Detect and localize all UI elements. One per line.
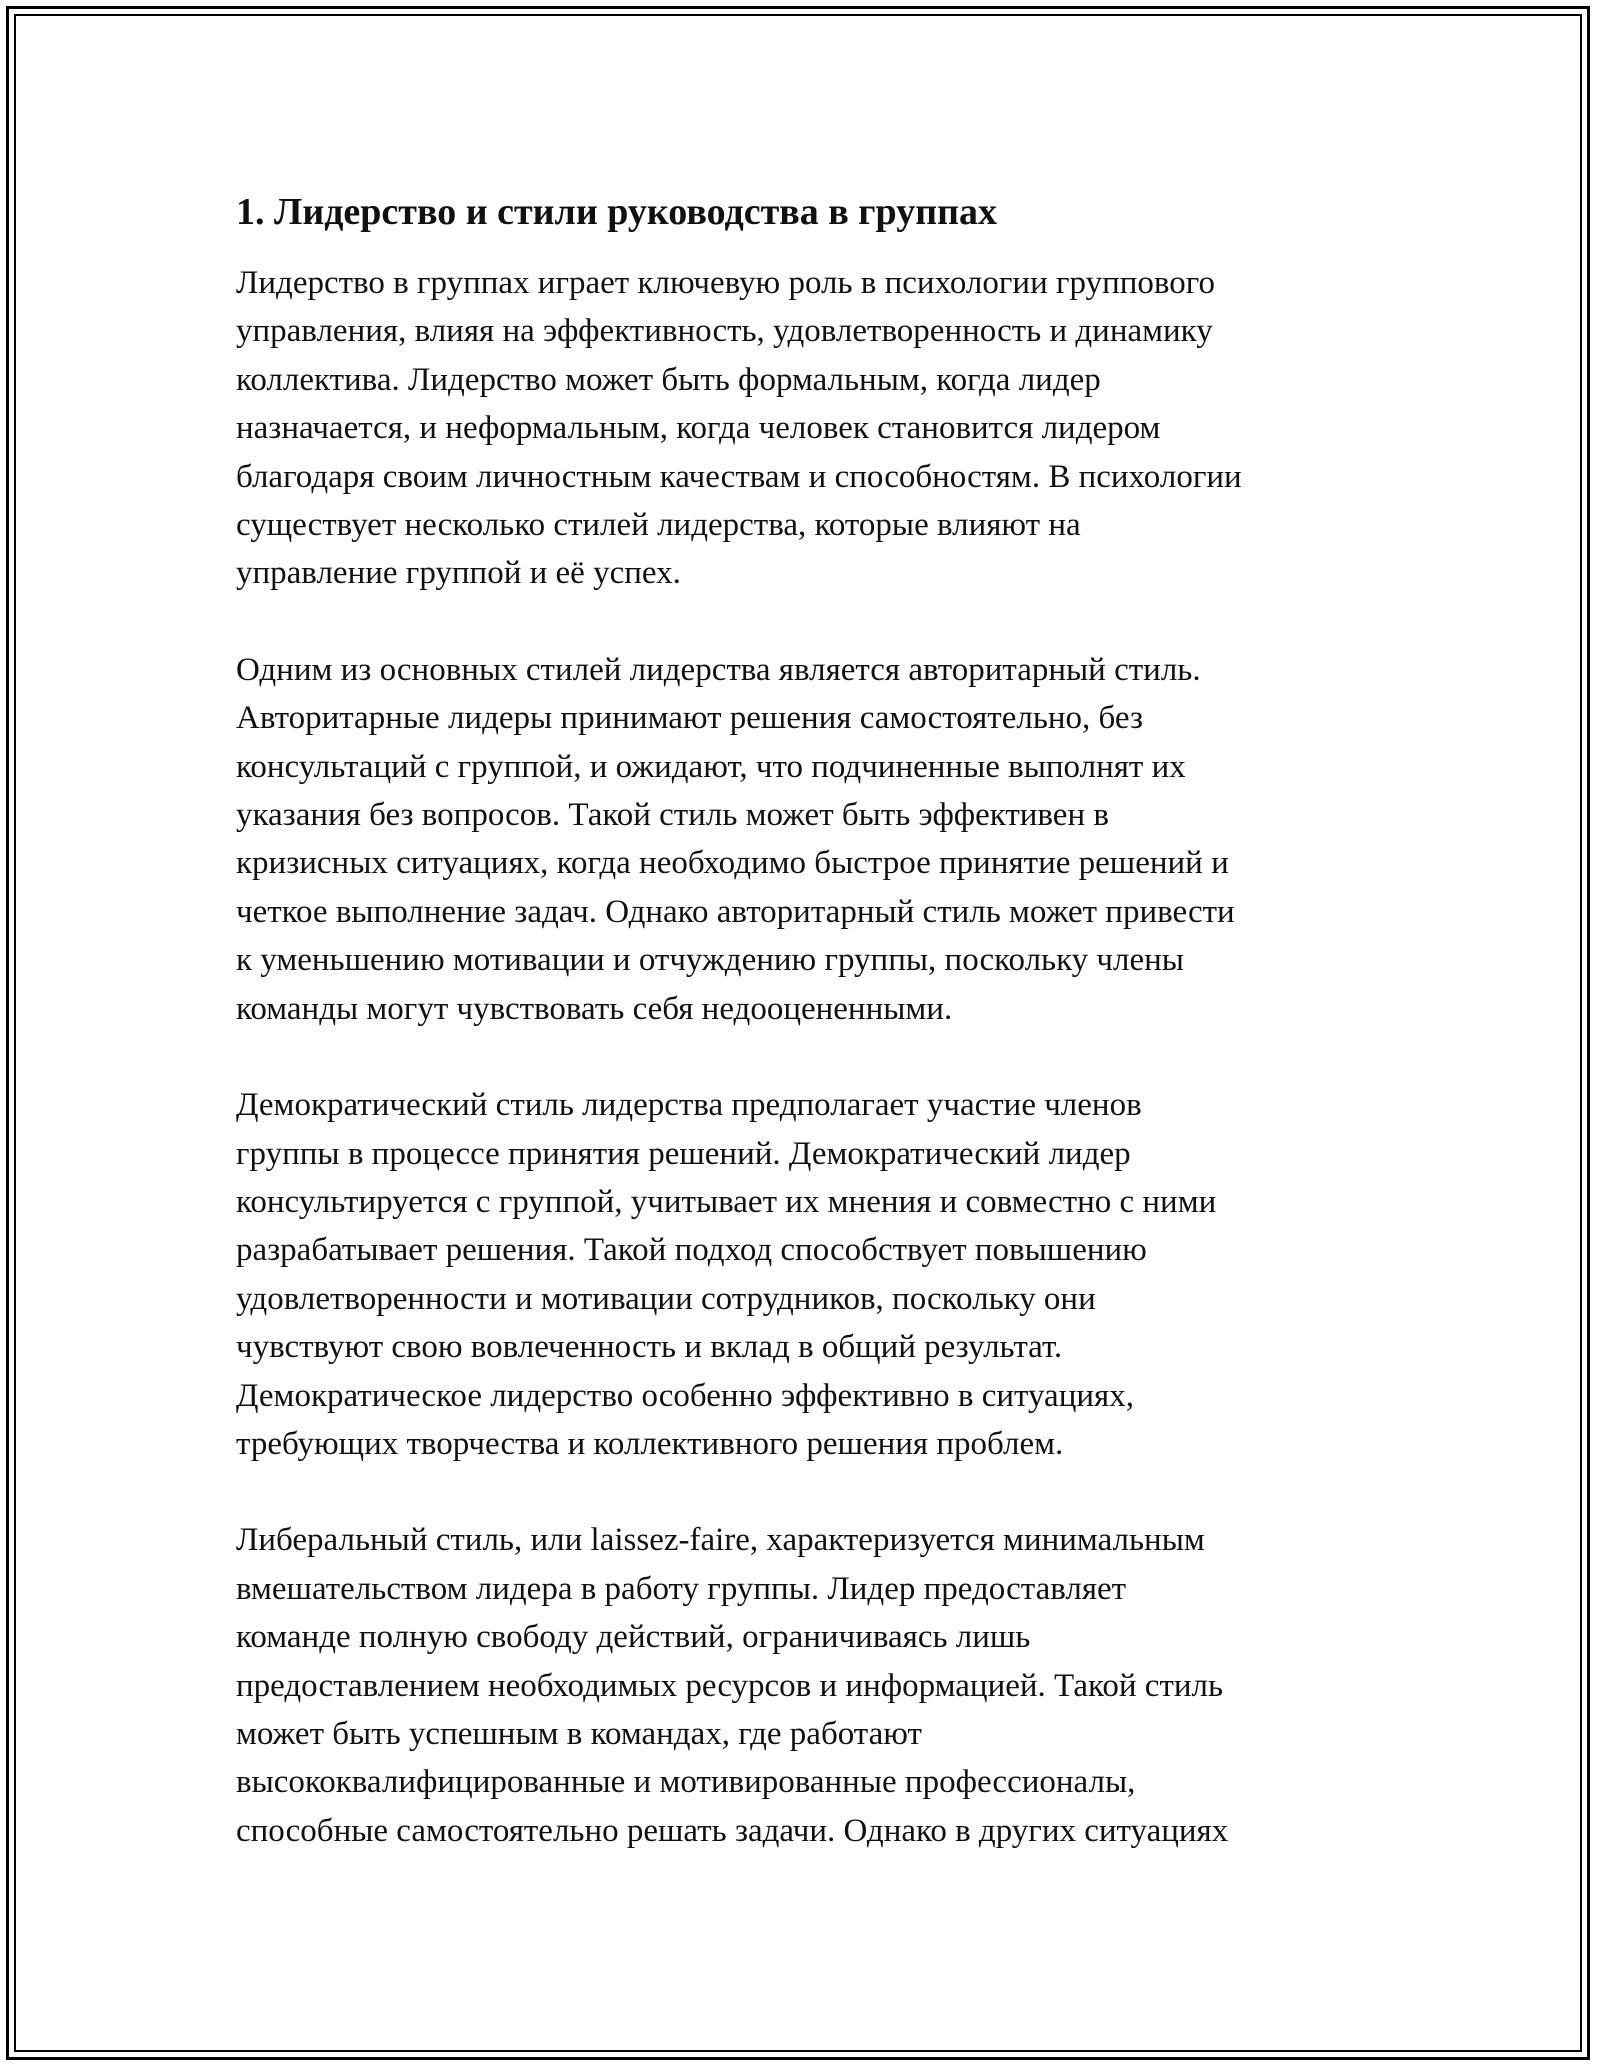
text-line: предоставлением необходимых ресурсов и информацией. Такой стиль xyxy=(236,1667,1224,1704)
paragraph-liberal xyxy=(236,1516,1366,1855)
text-line: кризисных ситуациях, когда необходимо быстрое принятие решений и xyxy=(236,845,1229,882)
text-line: консультируется с группой, учитывает их мнения и совместно с ними xyxy=(236,1183,1217,1220)
text-line: способные самостоятельно решать задачи. Однако в других ситуациях xyxy=(236,1812,1229,1849)
text-line: существует несколько стилей лидерства, которые влияют на xyxy=(236,507,1081,544)
paragraph-democratic xyxy=(236,1081,1366,1468)
text-line: высококвалифицированные и мотивированные профессионалы, xyxy=(236,1764,1136,1801)
text-line: удовлетворенности и мотивации сотрудников, поскольку они xyxy=(236,1280,1096,1317)
text-line: группы в процессе принятия решений. Демократический лидер xyxy=(236,1135,1131,1172)
text-line: назначается, и неформальным, когда человек становится лидером xyxy=(236,410,1161,447)
text-line: требующих творчества и коллективного решения проблем. xyxy=(236,1425,1064,1462)
text-line: чувствуют свою вовлеченность и вклад в общий результат. xyxy=(236,1329,1063,1366)
text-line: может быть успешным в командах, где работают xyxy=(236,1715,922,1752)
paragraph-intro xyxy=(236,259,1366,598)
text-line: Либеральный стиль, или laissez-faire, характеризуется минимальным xyxy=(236,1522,1205,1559)
text-line: четкое выполнение задач. Однако авторитарный стиль может привести xyxy=(236,893,1235,930)
text-line: Демократический стиль лидерства предполагает участие членов xyxy=(236,1087,1142,1124)
text-line: коллектива. Лидерство может быть формальным, когда лидер xyxy=(236,361,1101,398)
text-line: Демократическое лидерство особенно эффективно в ситуациях, xyxy=(236,1377,1134,1414)
section-heading: 1. Лидерство и стили руководства в группах xyxy=(236,191,997,233)
text-line: Лидерство в группах играет ключевую роль в психологии группового xyxy=(236,265,1215,301)
text-line: указания без вопросов. Такой стиль может быть эффективен в xyxy=(236,797,1109,834)
text-line: Одним из основных стилей лидерства является авторитарный стиль. xyxy=(236,651,1201,688)
text-line: благодаря своим личностным качествам и способностям. В психологии xyxy=(236,458,1242,495)
text-line: к уменьшению мотивации и отчуждению группы, поскольку члены xyxy=(236,942,1184,979)
text-line: команде полную свободу действий, ограничиваясь лишь xyxy=(236,1619,1031,1656)
text-line: команды могут чувствовать себя недооцененными. xyxy=(236,990,953,1027)
text-line: консультаций с группой, и ожидают, что подчиненные выполнят их xyxy=(236,748,1186,785)
text-line: управление группой и её успех. xyxy=(236,555,681,592)
paragraph-authoritarian xyxy=(236,646,1366,1033)
text-line: Авторитарные лидеры принимают решения самостоятельно, без xyxy=(236,700,1143,737)
text-line: управления, влияя на эффективность, удовлетворенность и динамику xyxy=(236,313,1213,350)
text-line: вмешательством лидера в работу группы. Лидер предоставляет xyxy=(236,1570,1127,1607)
text-line: разрабатывает решения. Такой подход способствует повышению xyxy=(236,1232,1147,1269)
document-body xyxy=(236,188,1366,1903)
